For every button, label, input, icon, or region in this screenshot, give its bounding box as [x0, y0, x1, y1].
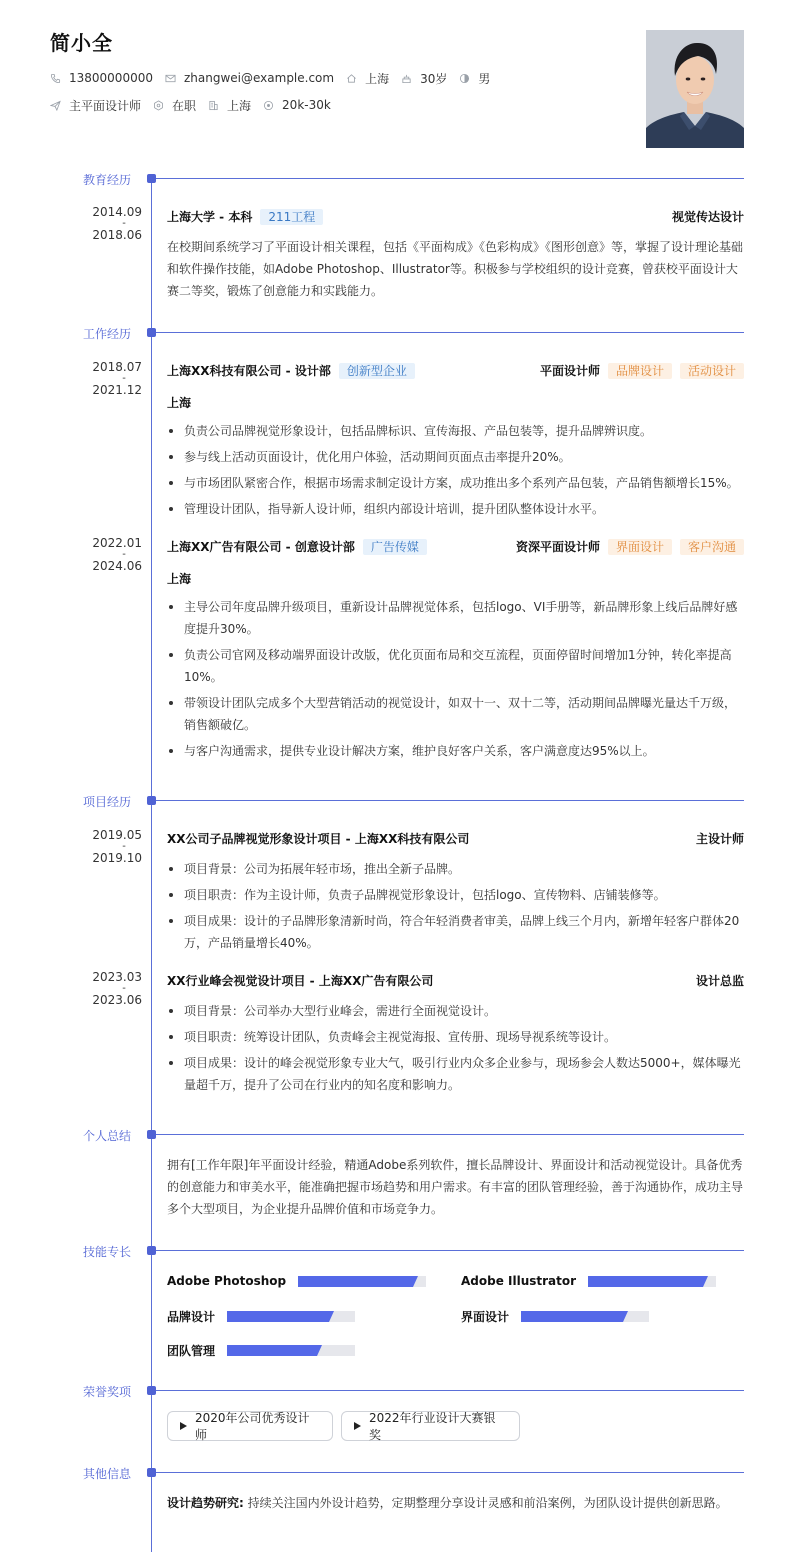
skill-name: 界面设计 — [461, 1310, 510, 1324]
location-text: 上海 — [365, 71, 390, 86]
section-divider-project — [156, 800, 744, 801]
project-end-date: 2023.06 — [92, 993, 142, 1007]
skill-item — [461, 1274, 716, 1288]
section-title-skills: 技能专长 — [83, 1245, 132, 1259]
education-description: 在校期间系统学习了平面设计相关课程，包括《平面构成》《色彩构成》《图形创意》等，掌握了设计理论基础和软件操作技能，如Adobe Photoshop、Illustrator等。积极参与学校组织的设计竞赛，曾获校平面设计大赛二等奖，锻炼了创意能力和实践能力。 — [167, 240, 744, 298]
list-item: 项目职责：作为主设计师，负责子品牌视觉形象设计，包括logo、宣传物料、店铺装修等。 — [167, 884, 744, 906]
education-start-date: 2014.09 — [92, 205, 142, 219]
education-major: 视觉传达设计 — [671, 210, 744, 224]
play-triangle-icon — [354, 1422, 361, 1430]
section-divider-awards — [156, 1390, 744, 1391]
skill-name: Adobe Photoshop — [167, 1274, 287, 1288]
work-skill-tag: 界面设计 — [608, 539, 672, 555]
date-separator: - — [122, 218, 126, 229]
phone-icon — [50, 73, 61, 84]
list-item: 项目背景：公司举办大型行业峰会，需进行全面视觉设计。 — [167, 1000, 744, 1022]
award-text: 2022年行业设计大赛银奖 — [369, 1411, 496, 1442]
list-item: 与客户沟通需求，提供专业设计解决方案，维护良好客户关系，客户满意度达95%以上。 — [167, 740, 744, 762]
list-item: 管理设计团队，指导新人设计师，组织内部设计培训，提升团队整体设计水平。 — [167, 498, 744, 520]
section-title-work: 工作经历 — [83, 327, 132, 341]
skill-name: 品牌设计 — [167, 1310, 216, 1324]
work-company-tag: 广告传媒 — [363, 539, 427, 555]
skill-name: Adobe Illustrator — [461, 1274, 577, 1288]
section-marker-awards — [147, 1386, 156, 1395]
work-skill-tag: 客户沟通 — [680, 539, 744, 555]
summary-text: 拥有[工作年限]年平面设计经验，精通Adobe系列软件，擅长品牌设计、界面设计和活动视觉设计。具备优秀的创意能力和审美水平，能准确把握市场趋势和用户需求。有丰富的团队管理经验，善于沟通协作，成功主导多个大型项目，为企业提升品牌价值和市场竞争力。 — [167, 1158, 744, 1216]
award-item — [341, 1411, 520, 1441]
status-icon — [153, 100, 164, 111]
work-end-date: 2024.06 — [92, 559, 142, 573]
phone-text: 13800000000 — [69, 71, 153, 85]
other-info — [167, 1493, 728, 1513]
section-divider-education — [156, 178, 744, 179]
work-position-title: 平面设计师 — [539, 364, 600, 378]
section-marker-project — [147, 796, 156, 805]
intent-city-item — [208, 97, 251, 114]
intent-position-item — [50, 97, 141, 114]
work-skill-tag: 活动设计 — [680, 363, 744, 379]
skill-name: 团队管理 — [167, 1344, 216, 1358]
gender-icon — [459, 73, 470, 84]
work-date-range — [76, 537, 142, 572]
project-date-range — [76, 829, 142, 864]
education-school — [167, 209, 323, 225]
section-marker-other — [147, 1468, 156, 1477]
work-position — [516, 539, 744, 555]
section-marker-work — [147, 328, 156, 337]
education-date-range — [76, 206, 142, 241]
work-start-date: 2018.07 — [92, 360, 142, 374]
job-intent-row — [50, 95, 343, 115]
work-start-date: 2022.01 — [92, 536, 142, 550]
work-end-date: 2021.12 — [92, 383, 142, 397]
section-divider-summary — [156, 1134, 744, 1135]
skill-bar-fill — [298, 1276, 413, 1287]
education-school-title: 上海大学 - 本科 — [167, 210, 253, 224]
skill-item — [461, 1308, 649, 1325]
section-marker-education — [147, 174, 156, 183]
age-icon — [401, 73, 412, 84]
skill-bar-fill — [227, 1311, 329, 1322]
home-icon — [346, 73, 357, 84]
award-item — [167, 1411, 333, 1441]
list-item: 项目职责：统筹设计团队，负责峰会主视觉海报、宣传册、现场导视系统等设计。 — [167, 1026, 744, 1048]
skill-bar — [227, 1311, 355, 1322]
list-item: 与市场团队紧密合作，根据市场需求制定设计方案，成功推出多个系列产品包装，产品销售额增长15%。 — [167, 472, 744, 494]
date-separator: - — [122, 549, 126, 560]
other-info-label: 设计趋势研究: — [167, 1496, 244, 1510]
skill-item — [167, 1308, 355, 1325]
work-company — [167, 363, 415, 379]
section-divider-other — [156, 1472, 744, 1473]
section-marker-summary — [147, 1130, 156, 1139]
project-title: XX公司子品牌视觉形象设计项目 - 上海XX科技有限公司 — [167, 832, 470, 846]
work-position — [540, 363, 744, 379]
other-info-text: 持续关注国内外设计趋势，定期整理分享设计灵感和前沿案例，为团队设计提供创新思路。 — [247, 1496, 728, 1510]
education-end-date: 2018.06 — [92, 228, 142, 242]
project-title: XX行业峰会视觉设计项目 - 上海XX广告有限公司 — [167, 974, 434, 988]
job-status-item — [153, 97, 196, 114]
work-date-range — [76, 361, 142, 396]
skill-bar — [521, 1311, 649, 1322]
skill-item — [167, 1342, 355, 1359]
send-icon — [50, 100, 61, 111]
education-tag: 211工程 — [260, 209, 323, 225]
date-separator: - — [122, 983, 126, 994]
project-bullets — [167, 1000, 744, 1100]
building-icon — [208, 100, 219, 111]
skill-bar-fill — [588, 1276, 703, 1287]
contact-row — [50, 68, 502, 88]
section-divider-skills — [156, 1250, 744, 1251]
age-text: 30岁 — [420, 71, 448, 86]
mail-icon — [165, 73, 176, 84]
section-title-other: 其他信息 — [83, 1467, 132, 1481]
work-company-title: 上海XX科技有限公司 - 设计部 — [167, 364, 331, 378]
work-company-title: 上海XX广告有限公司 - 创意设计部 — [167, 540, 355, 554]
email-item — [165, 71, 334, 85]
list-item: 主导公司年度品牌升级项目，重新设计品牌视觉体系，包括logo、VI手册等，新品牌形象上线后品牌好感度提升30%。 — [167, 596, 744, 640]
avatar — [646, 30, 744, 148]
work-position-title: 资深平面设计师 — [515, 540, 600, 554]
project-end-date: 2019.10 — [92, 851, 142, 865]
job-status-text: 在职 — [172, 98, 197, 113]
skill-bar-fill — [227, 1345, 317, 1356]
work-skill-tag: 品牌设计 — [608, 363, 672, 379]
list-item: 项目成果：设计的子品牌形象清新时尚，符合年轻消费者审美，品牌上线三个月内，新增年轻客户群体20万，产品销量增长40%。 — [167, 910, 744, 954]
skill-bar-fill — [521, 1311, 623, 1322]
gender-item — [459, 70, 490, 87]
project-bullets — [167, 858, 744, 958]
location-item — [346, 70, 389, 87]
list-item: 负责公司官网及移动端界面设计改版，优化页面布局和交互流程，页面停留时间增加1分钟，转化率提高10%。 — [167, 644, 744, 688]
play-triangle-icon — [180, 1422, 187, 1430]
list-item: 项目成果：设计的峰会视觉形象专业大气，吸引行业内众多企业参与，现场参会人数达5000+，媒体曝光量超千万，提升了公司在行业内的知名度和影响力。 — [167, 1052, 744, 1096]
salary-item — [263, 98, 331, 112]
age-item — [401, 70, 447, 87]
list-item: 带领设计团队完成多个大型营销活动的视觉设计，如双十一、双十二等，活动期间品牌曝光量达千万级，销售额破亿。 — [167, 692, 744, 736]
work-city: 上海 — [167, 396, 192, 410]
intent-city-text: 上海 — [227, 98, 252, 113]
candidate-name: 简小全 — [50, 31, 113, 55]
work-company — [167, 539, 427, 555]
section-title-project: 项目经历 — [83, 795, 132, 809]
section-title-awards: 荣誉奖项 — [83, 1385, 132, 1399]
award-text: 2020年公司优秀设计师 — [195, 1411, 310, 1442]
phone-item — [50, 71, 153, 85]
profile-photo — [646, 30, 744, 148]
project-date-range — [76, 971, 142, 1006]
work-bullets — [167, 420, 744, 524]
list-item: 负责公司品牌视觉形象设计，包括品牌标识、宣传海报、产品包装等，提升品牌辨识度。 — [167, 420, 744, 442]
email-text: zhangwei@example.com — [183, 71, 335, 85]
date-separator: - — [122, 373, 126, 384]
timeline-axis — [151, 178, 152, 1552]
salary-text: 20k-30k — [282, 98, 331, 112]
project-start-date: 2023.03 — [92, 970, 142, 984]
gender-text: 男 — [478, 71, 491, 86]
skill-bar — [298, 1276, 426, 1287]
project-role: 设计总监 — [695, 974, 744, 988]
date-separator: - — [122, 841, 126, 852]
skill-bar — [227, 1345, 355, 1356]
work-city: 上海 — [167, 572, 192, 586]
work-bullets — [167, 596, 744, 766]
project-start-date: 2019.05 — [92, 828, 142, 842]
section-title-education: 教育经历 — [83, 173, 132, 187]
project-role: 主设计师 — [695, 832, 744, 846]
salary-icon — [263, 100, 274, 111]
skill-bar — [588, 1276, 716, 1287]
list-item: 项目背景：公司为拓展年轻市场，推出全新子品牌。 — [167, 858, 744, 880]
section-marker-skills — [147, 1246, 156, 1255]
list-item: 参与线上活动页面设计，优化用户体验，活动期间页面点击率提升20%。 — [167, 446, 744, 468]
section-divider-work — [156, 332, 744, 333]
section-title-summary: 个人总结 — [83, 1129, 132, 1143]
work-company-tag: 创新型企业 — [339, 363, 415, 379]
intent-position-text: 主平面设计师 — [69, 98, 142, 113]
skill-item — [167, 1274, 426, 1288]
